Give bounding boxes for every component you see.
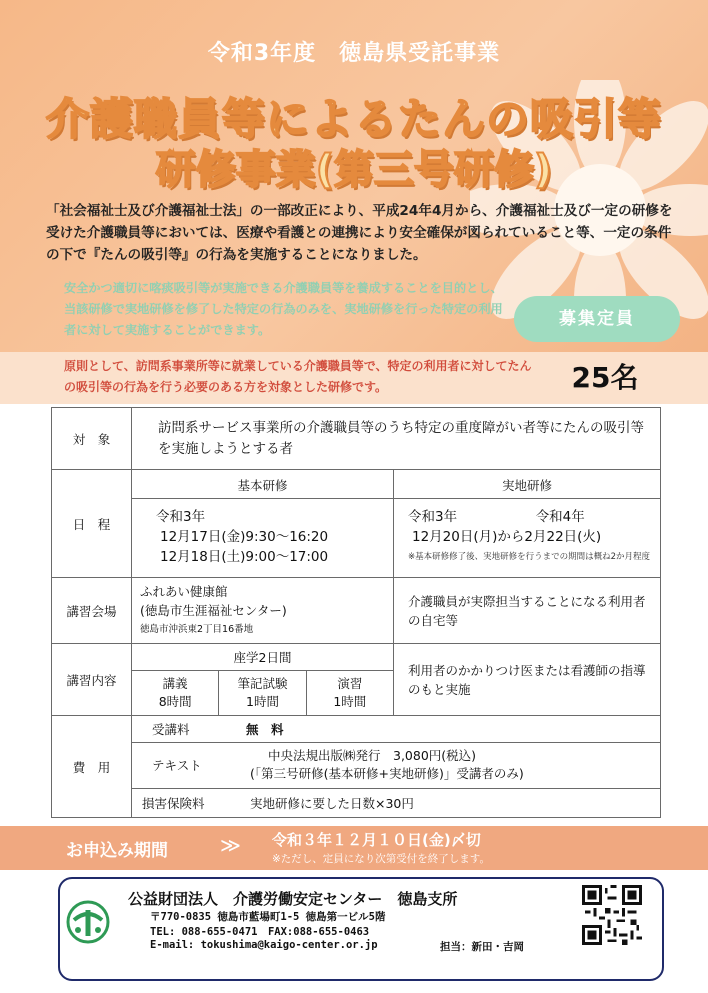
footer-phone: TEL: 088-655-0471 FAX:088-655-0463	[150, 926, 370, 938]
footer-organization: 公益財団法人 介護労働安定センター 徳島支所	[128, 890, 458, 908]
double-chevron-icon: ≫	[220, 833, 241, 857]
schedule-practical-header: 実地研修	[394, 472, 660, 499]
schedule-practical-cell	[394, 470, 661, 578]
fee-row	[132, 743, 660, 789]
safety-paragraph: 安全かつ適切に喀痰吸引等が実施できる介護職員等を養成することを目的とし、当該研修で実地研修を修了した特定の行為のみを、実地研修を行った特定の利用者に対して実施することができます。	[64, 281, 503, 337]
content-item-hours: 1時間	[246, 694, 279, 709]
intro-paragraph: 「社会福祉士及び介護福祉士法」の一部改正により、平成24年4月から、介護福祉士及び一定の研修を受けた介護職員等においては、医療や看護との連携により安全確保が図られていること等、一定の条件の下で『たんの吸引等』の行為を実施することになりました。	[46, 203, 673, 263]
fee-item: 受講料	[152, 722, 190, 737]
schedule-practical-note: ※基本研修修了後、実地研修を行うまでの期間は概ね2か月程度	[408, 552, 651, 562]
content-item	[307, 671, 393, 715]
fee-value: 無 料	[246, 722, 284, 737]
schedule-practical-year2: 令和4年	[535, 509, 585, 525]
content-item-hours: 8時間	[158, 694, 192, 709]
fees-label: 費 用	[52, 716, 132, 818]
venue-address: 徳島市沖浜東2丁目16番地	[140, 624, 254, 635]
schedule-practical-range: 12月20日(月)から2月22日(火)	[412, 529, 602, 545]
apply-label: お申込み期間	[66, 841, 168, 861]
footer-address: 〒770-0835 徳島市藍場町1-5 徳島第一ビル5階	[150, 911, 386, 923]
content-label: 講習内容	[52, 644, 132, 716]
info-table	[51, 407, 661, 818]
content-item-name: 演習	[337, 676, 363, 691]
fee-value: 実地研修に要した日数×30円	[250, 795, 414, 811]
content-item-name: 筆記試験	[237, 676, 288, 691]
target-label: 対 象	[52, 408, 132, 470]
apply-note: ※ただし、定員になり次第受付を終了します。	[272, 853, 490, 865]
venue-cell	[132, 578, 394, 644]
content-basic-header: 座学2日間	[132, 644, 393, 671]
main-title-line2: 研修事業(第三号研修)	[155, 147, 553, 193]
venue-label: 講習会場	[52, 578, 132, 644]
fee-value-note: (「第三号研修(基本研修+実地研修)」受講者のみ)	[250, 766, 524, 781]
fees-cell	[132, 716, 661, 818]
capacity-value: 25名	[571, 361, 639, 394]
apply-deadline: 令和３年１２月１０日(金)〆切	[272, 831, 481, 849]
footer-contact-person: 担当：新田・吉岡	[440, 941, 524, 953]
fee-item: 損害保険料	[142, 795, 205, 811]
target-text: 訪問系サービス事業所の介護職員等のうち特定の重度障がい者等にたんの吸引等を実施しようとする者	[132, 408, 661, 470]
organization-logo-icon	[66, 900, 110, 944]
fee-item: テキスト	[152, 758, 202, 773]
fee-row	[132, 789, 660, 817]
schedule-basic-day2: 12月18日(土)9:00～17:00	[160, 549, 329, 565]
content-item-hours: 1時間	[333, 694, 367, 709]
content-item	[219, 671, 306, 715]
schedule-basic-day1: 12月17日(金)9:30～16:20	[160, 529, 329, 545]
qr-code-icon[interactable]	[582, 885, 642, 945]
principle-paragraph: 原則として、訪問系事業所等に就業している介護職員等で、特定の利用者に対してたんの吸引等の行為を行う必要のある方を対象とした研修です。	[64, 359, 532, 394]
main-title-line1: 介護職員等によるたんの吸引等	[46, 95, 662, 145]
content-practical: 利用者のかかりつけ医または看護師の指導のもと実施	[394, 644, 661, 716]
content-item	[132, 671, 219, 715]
fee-row	[132, 717, 660, 743]
recruit-badge: 募集定員	[514, 296, 680, 342]
venue-practical: 介護職員が実際担当することになる利用者の自宅等	[394, 578, 661, 644]
fee-value: 中央法規出版㈱発行 3,080円(税込)	[268, 748, 477, 763]
venue-name-sub: (徳島市生涯福祉センター)	[140, 603, 287, 618]
schedule-practical-year1: 令和3年	[408, 509, 458, 525]
content-basic-cell	[132, 644, 394, 716]
schedule-label: 日 程	[52, 470, 132, 578]
header-subtitle: 令和3年度 徳島県受託事業	[207, 41, 501, 66]
footer-email[interactable]: E-mail: tokushima@kaigo-center.or.jp	[150, 939, 378, 951]
schedule-basic-cell	[132, 470, 394, 578]
content-item-name: 講義	[162, 676, 188, 691]
venue-name: ふれあい健康館	[140, 584, 228, 599]
schedule-basic-header: 基本研修	[132, 472, 393, 499]
schedule-basic-year: 令和3年	[156, 509, 206, 525]
